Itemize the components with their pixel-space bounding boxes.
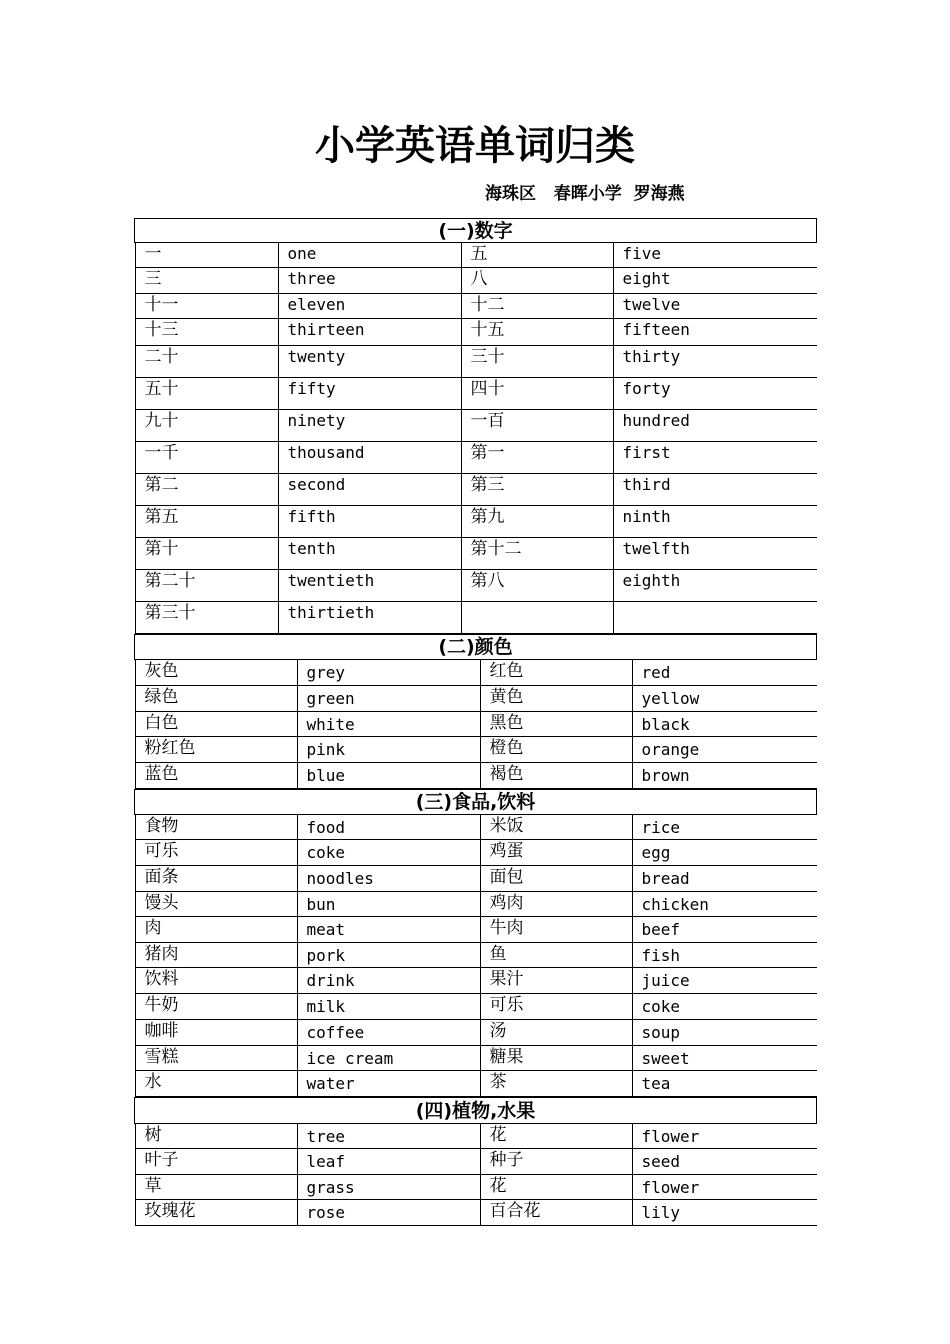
section-heading: (三)食品,饮料 — [135, 790, 817, 815]
chinese-word-cell: 红色 — [480, 660, 632, 686]
table-row — [135, 840, 817, 866]
chinese-word-cell: 饮料 — [135, 968, 297, 994]
english-word-cell: ice cream — [297, 1046, 480, 1071]
section-heading: (四)植物,水果 — [135, 1098, 817, 1124]
table-row — [135, 506, 817, 538]
english-word-cell: pink — [297, 737, 480, 763]
table-row — [135, 570, 817, 602]
english-word-cell: one — [278, 243, 461, 268]
chinese-word-cell: 食物 — [135, 815, 297, 840]
english-word-cell: fifty — [278, 378, 461, 410]
chinese-word-cell: 九十 — [135, 410, 278, 442]
english-word-cell: drink — [297, 968, 480, 994]
chinese-word-cell: 第五 — [135, 506, 278, 538]
english-word-cell: yellow — [632, 686, 817, 712]
chinese-word-cell: 雪糕 — [135, 1046, 297, 1071]
table-row — [135, 917, 817, 943]
chinese-word-cell: 三 — [135, 268, 278, 294]
table-row — [135, 686, 817, 712]
table-row — [135, 1046, 817, 1071]
english-word-cell: sweet — [632, 1046, 817, 1071]
table-row — [135, 763, 817, 790]
english-word-cell: tea — [632, 1071, 817, 1097]
english-word-cell: ninth — [613, 506, 817, 538]
english-word-cell: tenth — [278, 538, 461, 570]
english-word-cell: grass — [297, 1175, 480, 1200]
chinese-word-cell: 褐色 — [480, 763, 632, 789]
table-row — [135, 442, 817, 474]
chinese-word-cell: 二十 — [135, 346, 278, 378]
chinese-word-cell: 种子 — [480, 1149, 632, 1175]
chinese-word-cell: 鱼 — [480, 943, 632, 968]
english-word-cell: coke — [297, 840, 480, 866]
chinese-word-cell: 糖果 — [480, 1046, 632, 1071]
chinese-word-cell: 咖啡 — [135, 1020, 297, 1046]
chinese-word-cell: 猪肉 — [135, 943, 297, 968]
english-word-cell: black — [632, 712, 817, 737]
chinese-word-cell: 果汁 — [480, 968, 632, 994]
english-word-cell: grey — [297, 660, 480, 686]
english-word-cell: forty — [613, 378, 817, 410]
english-word-cell: second — [278, 474, 461, 506]
english-word-cell: five — [613, 243, 817, 268]
chinese-word-cell: 第八 — [461, 570, 613, 602]
english-word-cell: rice — [632, 815, 817, 840]
english-word-cell: thirty — [613, 346, 817, 378]
chinese-word-cell: 三十 — [461, 346, 613, 378]
english-word-cell: twelfth — [613, 538, 817, 570]
english-word-cell: fish — [632, 943, 817, 968]
author-line: 海珠区 春晖小学 罗海燕 — [485, 184, 685, 204]
english-word-cell: seed — [632, 1149, 817, 1175]
english-word-cell: flower — [632, 1175, 817, 1200]
english-word-cell: egg — [632, 840, 817, 866]
english-word-cell: bun — [297, 892, 480, 917]
chinese-word-cell: 灰色 — [135, 660, 297, 686]
chinese-word-cell: 面条 — [135, 866, 297, 892]
english-word-cell: fifth — [278, 506, 461, 538]
table-row — [135, 378, 817, 410]
vocabulary-table — [134, 218, 817, 1226]
english-word-cell: twentieth — [278, 570, 461, 602]
english-word-cell: lily — [632, 1200, 817, 1226]
english-word-cell: water — [297, 1071, 480, 1097]
chinese-word-cell: 一 — [135, 243, 278, 268]
chinese-word-cell: 花 — [480, 1124, 632, 1149]
section-heading: (二)颜色 — [135, 635, 817, 660]
table-row — [135, 243, 817, 269]
chinese-word-cell: 草 — [135, 1175, 297, 1200]
english-word-cell: pork — [297, 943, 480, 968]
table-row — [135, 410, 817, 442]
english-word-cell: hundred — [613, 410, 817, 442]
english-word-cell: tree — [297, 1124, 480, 1149]
english-word-cell: red — [632, 660, 817, 686]
english-word-cell: rose — [297, 1200, 480, 1226]
english-word-cell: milk — [297, 994, 480, 1020]
table-row — [135, 1175, 817, 1200]
english-word-cell: food — [297, 815, 480, 840]
chinese-word-cell: 米饭 — [480, 815, 632, 840]
table-row — [135, 994, 817, 1020]
english-word-cell: orange — [632, 737, 817, 763]
chinese-word-cell: 第十二 — [461, 538, 613, 570]
table-row — [135, 1020, 817, 1046]
chinese-word-cell: 四十 — [461, 378, 613, 410]
table-row — [135, 1124, 817, 1150]
english-word-cell: coke — [632, 994, 817, 1020]
english-word-cell: fifteen — [613, 319, 817, 346]
table-row — [135, 660, 817, 687]
section-heading-row — [135, 219, 817, 243]
english-word-cell: blue — [297, 763, 480, 789]
page-title: 小学英语单词归类 — [315, 123, 635, 169]
table-row — [135, 1149, 817, 1175]
english-word-cell: bread — [632, 866, 817, 892]
chinese-word-cell: 五 — [461, 243, 613, 268]
chinese-word-cell: 第二 — [135, 474, 278, 506]
english-word-cell: white — [297, 712, 480, 737]
english-word-cell: coffee — [297, 1020, 480, 1046]
table-row — [135, 346, 817, 378]
english-word-cell: brown — [632, 763, 817, 789]
chinese-word-cell: 第三 — [461, 474, 613, 506]
table-row — [135, 538, 817, 570]
chinese-word-cell: 黄色 — [480, 686, 632, 712]
chinese-word-cell: 一百 — [461, 410, 613, 442]
english-word-cell: eleven — [278, 294, 461, 319]
english-word-cell: green — [297, 686, 480, 712]
chinese-word-cell: 橙色 — [480, 737, 632, 763]
table-row — [135, 1071, 817, 1098]
chinese-word-cell: 绿色 — [135, 686, 297, 712]
table-row — [135, 866, 817, 892]
chinese-word-cell: 茶 — [480, 1071, 632, 1097]
chinese-word-cell: 可乐 — [135, 840, 297, 866]
chinese-word-cell: 百合花 — [480, 1200, 632, 1226]
table-row — [135, 892, 817, 917]
chinese-word-cell: 十二 — [461, 294, 613, 319]
english-word-cell: eight — [613, 268, 817, 294]
english-word-cell: twenty — [278, 346, 461, 378]
english-word-cell: juice — [632, 968, 817, 994]
chinese-word-cell: 第三十 — [135, 602, 278, 634]
english-word-cell: flower — [632, 1124, 817, 1149]
chinese-word-cell: 十五 — [461, 319, 613, 346]
english-word-cell: thousand — [278, 442, 461, 474]
chinese-word-cell: 面包 — [480, 866, 632, 892]
chinese-word-cell: 第二十 — [135, 570, 278, 602]
chinese-word-cell: 牛肉 — [480, 917, 632, 943]
chinese-word-cell: 黑色 — [480, 712, 632, 737]
english-word-cell: ninety — [278, 410, 461, 442]
section-heading-row — [135, 1098, 817, 1124]
english-word-cell: three — [278, 268, 461, 294]
english-word-cell: thirtieth — [278, 602, 461, 634]
english-word-cell: noodles — [297, 866, 480, 892]
english-word-cell: twelve — [613, 294, 817, 319]
table-row — [135, 712, 817, 737]
chinese-word-cell: 鸡肉 — [480, 892, 632, 917]
english-word-cell: first — [613, 442, 817, 474]
english-word-cell: meat — [297, 917, 480, 943]
english-word-cell: eighth — [613, 570, 817, 602]
chinese-word-cell: 第十 — [135, 538, 278, 570]
table-row — [135, 474, 817, 506]
english-word-cell: third — [613, 474, 817, 506]
english-word-cell: leaf — [297, 1149, 480, 1175]
chinese-word-cell: 可乐 — [480, 994, 632, 1020]
chinese-word-cell: 肉 — [135, 917, 297, 943]
chinese-word-cell: 粉红色 — [135, 737, 297, 763]
chinese-word-cell — [461, 602, 613, 634]
chinese-word-cell: 花 — [480, 1175, 632, 1200]
chinese-word-cell: 树 — [135, 1124, 297, 1149]
chinese-word-cell: 蓝色 — [135, 763, 297, 789]
chinese-word-cell: 八 — [461, 268, 613, 294]
chinese-word-cell: 水 — [135, 1071, 297, 1097]
chinese-word-cell: 叶子 — [135, 1149, 297, 1175]
chinese-word-cell: 玫瑰花 — [135, 1200, 297, 1226]
chinese-word-cell: 鸡蛋 — [480, 840, 632, 866]
table-row — [135, 1200, 817, 1226]
chinese-word-cell: 汤 — [480, 1020, 632, 1046]
english-word-cell: thirteen — [278, 319, 461, 346]
section-heading: (一)数字 — [135, 219, 817, 243]
chinese-word-cell: 十三 — [135, 319, 278, 346]
table-row — [135, 968, 817, 994]
chinese-word-cell: 第一 — [461, 442, 613, 474]
table-row — [135, 737, 817, 763]
chinese-word-cell: 白色 — [135, 712, 297, 737]
chinese-word-cell: 五十 — [135, 378, 278, 410]
chinese-word-cell: 十一 — [135, 294, 278, 319]
section-heading-row — [135, 790, 817, 815]
english-word-cell: chicken — [632, 892, 817, 917]
table-row — [135, 268, 817, 294]
english-word-cell: soup — [632, 1020, 817, 1046]
table-row — [135, 602, 817, 635]
chinese-word-cell: 第九 — [461, 506, 613, 538]
english-word-cell — [613, 602, 817, 634]
section-heading-row — [135, 635, 817, 660]
english-word-cell: beef — [632, 917, 817, 943]
chinese-word-cell: 馒头 — [135, 892, 297, 917]
table-row — [135, 815, 817, 841]
chinese-word-cell: 牛奶 — [135, 994, 297, 1020]
table-row — [135, 943, 817, 968]
table-row — [135, 319, 817, 346]
table-row — [135, 294, 817, 319]
chinese-word-cell: 一千 — [135, 442, 278, 474]
